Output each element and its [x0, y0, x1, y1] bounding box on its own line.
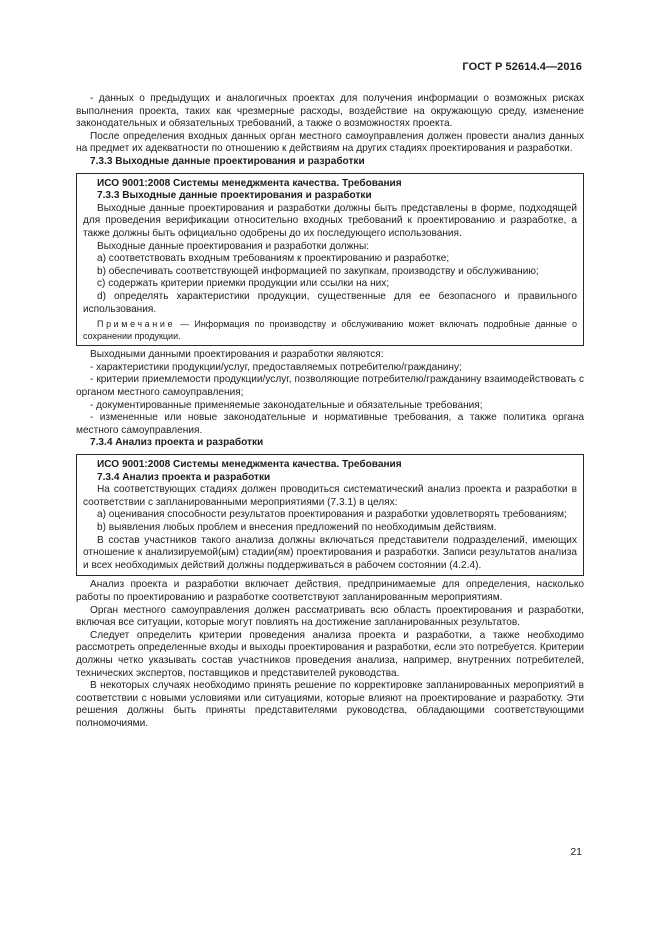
quote-standard-title: ИСО 9001:2008 Системы менеджмента качества. Требования	[97, 177, 402, 189]
quote-list-item: d) определять характеристики продукции, существенные для ее безопасного и правильного использования.	[83, 290, 577, 315]
section-heading-7-3-3: 7.3.3 Выходные данные проектирования и разработки	[90, 155, 365, 167]
list-item: - измененные или новые законодательные и нормативные требования, а также политика органа местного самоуправления.	[76, 412, 584, 436]
page-content	[76, 93, 584, 731]
list-item: - документированные применяемые законодательные и обязательные требования;	[90, 399, 483, 411]
quote-paragraph: Выходные данные проектирования и разработки должны:	[97, 240, 370, 252]
paragraph: Орган местного самоуправления должен рассматривать всю область проектирования и разработки, включая все ситуации, которые могут повлиять на достижение запланированных результатов.	[76, 604, 584, 629]
paragraph: После определения входных данных орган местного самоуправления должен провести анализ данных на предмет их адекватности по отношению к действиям на других стадиях проектирования и разработки.	[76, 130, 584, 155]
quote-paragraph: В состав участников такого анализа должны включаться представители подразделений, имеющих отношение к анализируемой(ым) стадии(ям) проектирования и разработки. Записи результатов анализа и всех необходимых действий должны поддерживаться в рабочем состоянии (4.2.4).	[83, 534, 577, 571]
page-number: 21	[570, 846, 582, 858]
quote-list-item: c) содержать критерии приемки продукции или ссылки на них;	[97, 278, 390, 290]
list-item: - характеристики продукции/услуг, предоставляемых потребителю/гражданину;	[90, 361, 462, 373]
section-heading-7-3-4: 7.3.4 Анализ проекта и разработки	[90, 437, 264, 449]
quote-list-item: a) оценивания способности результатов проектирования и разработки удовлетворять требованиям;	[97, 509, 567, 521]
paragraph: Выходными данными проектирования и разработки являются:	[90, 349, 384, 361]
quote-list-item: a) соответствовать входным требованиям к проектированию и разработке;	[97, 253, 450, 265]
quote-list-item: b) обеспечивать соответствующей информацией по закупкам, производству и обслуживанию;	[97, 265, 539, 277]
note-text: — Информация по производству и обслуживанию может включать подробные данные о сохранении продукции.	[83, 319, 577, 341]
iso-quote-box-7-3-3	[76, 173, 584, 347]
quote-standard-title: ИСО 9001:2008 Системы менеджмента качества. Требования	[97, 459, 402, 471]
quote-clause-title: 7.3.4 Анализ проекта и разработки	[97, 471, 271, 483]
paragraph: Следует определить критерии проведения анализа проекта и разработки, а также необходимо рассмотреть определенные входы и выходы проектирования и разработки, если это потребуется. Критерии должны четко указывать состав участников проведения анализа, например, внутренних потребителей, технических экспертов, поставщиков и представителей руководства.	[76, 629, 584, 679]
iso-quote-box-7-3-4	[76, 454, 584, 576]
quote-list-item: b) выявления любых проблем и внесения предложений по необходимым действиям.	[97, 522, 497, 533]
document-header: ГОСТ Р 52614.4—2016	[462, 61, 582, 73]
quote-clause-title: 7.3.3 Выходные данные проектирования и разработки	[97, 190, 372, 202]
quote-paragraph: Выходные данные проектирования и разработки должны быть представлены в форме, подходящей для проведения верификации относительно входных требований к проектированию и разработке, а также должны быть официально одобрены до их последующего использования.	[83, 202, 577, 239]
note-label: Примечание	[97, 319, 176, 330]
paragraph: В некоторых случаях необходимо принять решение по корректировке запланированных мероприятий в соответствии с новыми условиями или ситуациями, которые влияют на проектирование и разработку. Эти решения должны быть приняты представителями руководства, обладающими соответствующими полномочиями.	[76, 680, 584, 729]
paragraph: - данных о предыдущих и аналогичных проектах для получения информации о возможных рисках выполнения проекта, таких как чрезмерные расходы, воздействие на окружающую среду, изменение законодательных и обязательных требований, а также о возможностях проекта.	[76, 93, 584, 130]
quote-paragraph: На соответствующих стадиях должен проводиться систематический анализ проекта и разработки в соответствии с запланированными мероприятиями (7.3.1) в целях:	[83, 484, 577, 508]
list-item: - критерии приемлемости продукции/услуг, позволяющие потребителю/гражданину взаимодействовать с органом местного самоуправления;	[76, 374, 584, 399]
paragraph: Анализ проекта и разработки включает действия, предпринимаемые для определения, насколько работы по проектированию и разработке соответствуют запланированным мероприятиям.	[76, 579, 584, 603]
quote-note	[83, 319, 577, 342]
